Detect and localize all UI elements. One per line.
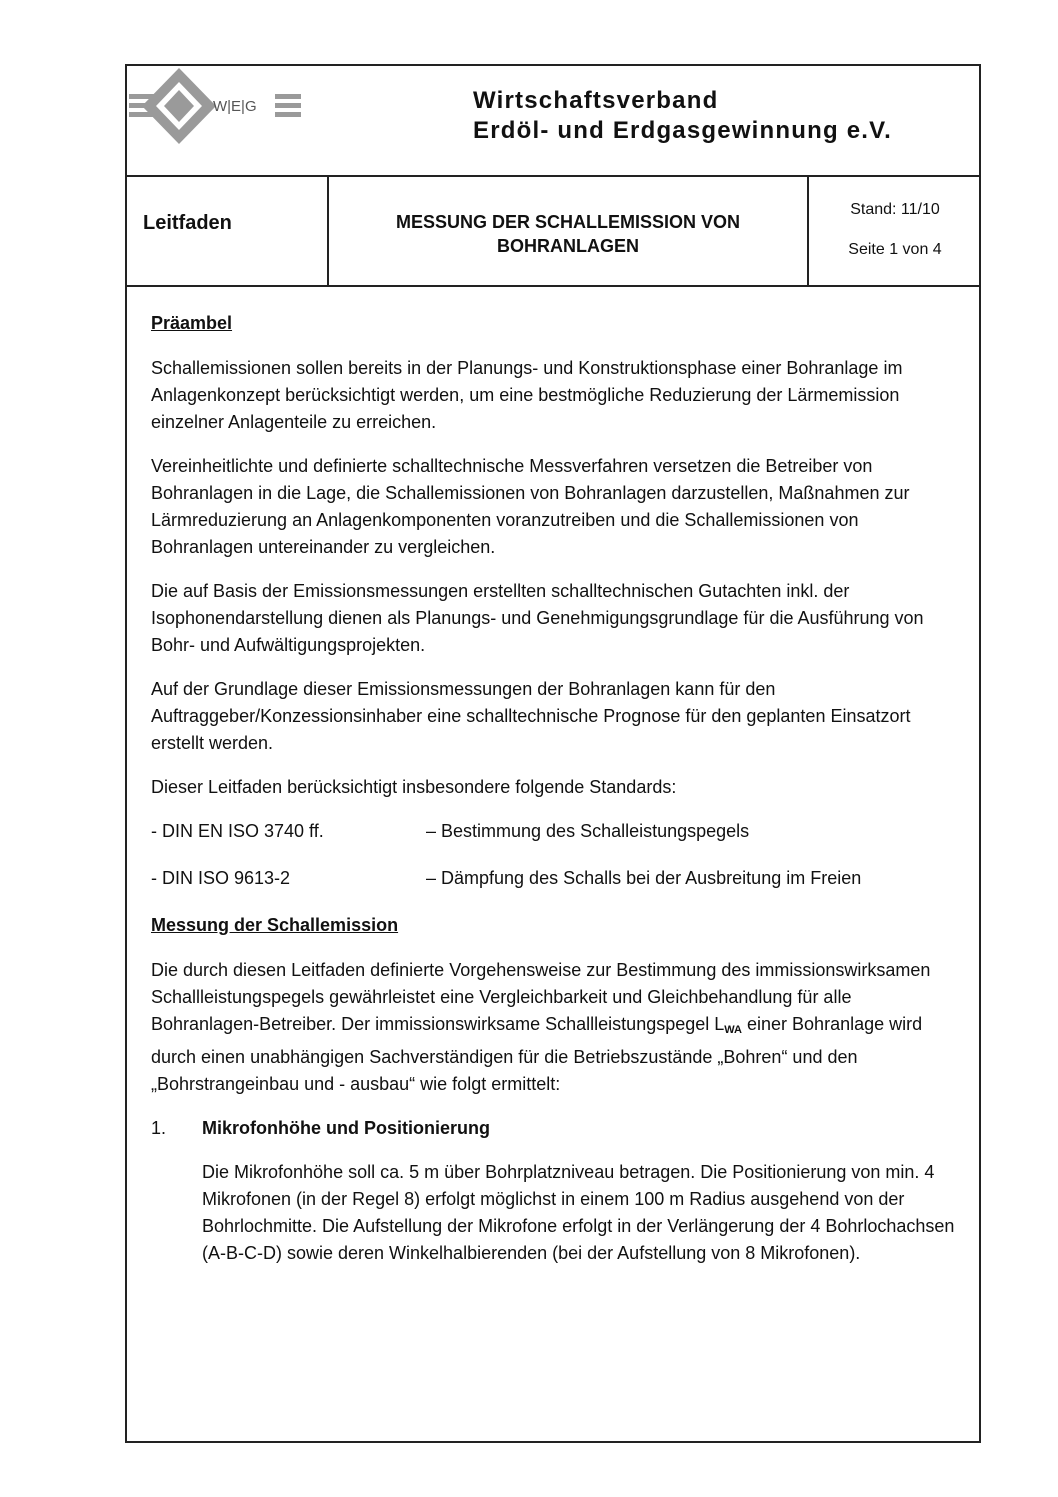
heading-messung: Messung der Schallemission (151, 915, 399, 935)
item-1-text: Die Mikrofonhöhe soll ca. 5 m über Bohrplatzniveau betragen. Die Positionierung von min. 4 Mikrofonen (in der Regel 8) erfolgt möglichst in einem 100 m Radius ausgehend von der Bohrlochmitte. Die Aufstellung der Mikrofone erfolgt in der Verlängerung der 4 Bohrlochachsen (A-B-C-D) sowie deren Winkelhalbierenden (bei der Aufstellung von 8 Mikrofonen). (202, 1162, 955, 1263)
standard-row (151, 818, 961, 845)
numbered-heading (151, 1115, 961, 1142)
subscript-wa: WA (724, 1024, 743, 1036)
organization-name (473, 86, 892, 146)
paragraph-3: Die auf Basis der Emissionsmessungen erstellten schalltechnischen Gutachten inkl. der Isophonendarstellung dienen als Planungs- und Genehmigungsgrundlage für die Ausführung von Bohr- und Aufwältigungsprojekten. (151, 581, 924, 655)
doc-type-cell (127, 177, 329, 285)
document-body (151, 310, 961, 1284)
paragraph-5: Dieser Leitfaden berücksichtigt insbesondere folgende Standards: (151, 777, 677, 797)
doc-meta-cell (809, 177, 981, 285)
paragraph-6-part-b: einer Bohranlage wird durch einen unabhängigen Sachverständigen für die Betriebszustände „Bohren“ und den „Bohrstrangeinbau und - ausbau“ wie folgt ermittelt: (151, 1014, 923, 1094)
org-line-2: Erdöl- und Erdgasgewinnung e.V. (473, 117, 893, 144)
paragraph-4: Auf der Grundlage dieser Emissionsmessungen der Bohranlagen kann für den Auftraggeber/Konzessionsinhaber eine schalltechnische Prognose für den geplanten Einsatzort erstellt werden. (151, 679, 911, 753)
paragraph-1: Schallemissionen sollen bereits in der Planungs- und Konstruktionsphase einer Bohranlage im Anlagenkonzept berücksichtigt werden, um eine bestmögliche Reduzierung der Lärmemission einzelner Anlagenteile zu erreichen. (151, 358, 903, 432)
doc-type: Leitfaden (143, 212, 232, 234)
paragraph-2: Vereinheitlichte und definierte schalltechnische Messverfahren versetzen die Betreiber von Bohranlagen in die Lage, die Schallemissionen von Bohranlagen darzustellen, Maßnahmen zur Lärmreduzierung an Anlagenkomponenten voranzutreiben und die Schallemissionen von Bohranlagen untereinander zu vergleichen. (151, 456, 910, 557)
doc-title-line-1: MESSUNG DER SCHALLEMISSION VON (395, 212, 741, 232)
doc-title-line-2: BOHRANLAGEN (497, 236, 639, 256)
stand-date: Stand: 11/10 (850, 201, 940, 218)
org-line-1: Wirtschaftsverband (473, 87, 719, 114)
item-title: Mikrofonhöhe und Positionierung (202, 1118, 490, 1138)
paragraph-6 (151, 957, 961, 1098)
title-row (127, 177, 979, 287)
svg-text:W|E|G: W|E|G (213, 98, 257, 115)
heading-praeambel: Präambel (151, 313, 233, 333)
weg-logo (129, 68, 307, 148)
standard-code: - DIN ISO 9613-2 (151, 868, 291, 888)
page-number: Seite 1 von 4 (848, 241, 942, 258)
standard-desc: – Bestimmung des Schalleistungspegels (426, 821, 750, 841)
doc-title (329, 210, 807, 258)
document-header (127, 66, 979, 177)
paragraph-6-part-a: Die durch diesen Leitfaden definierte Vorgehensweise zur Bestimmung des immissionswirksamen Schallleistungspegels gewährleistet eine Vergleichbarkeit und Gleichbehandlung für alle Bohranlagen-Betreiber. Der immissionswirksame Schallleistungspegel L (151, 960, 931, 1034)
standard-row (151, 865, 961, 892)
item-number: 1. (151, 1118, 167, 1138)
standard-desc: – Dämpfung des Schalls bei der Ausbreitung im Freien (426, 868, 862, 888)
doc-title-cell (329, 177, 809, 285)
standard-code: - DIN EN ISO 3740 ff. (151, 821, 324, 841)
page-frame (125, 64, 981, 1443)
